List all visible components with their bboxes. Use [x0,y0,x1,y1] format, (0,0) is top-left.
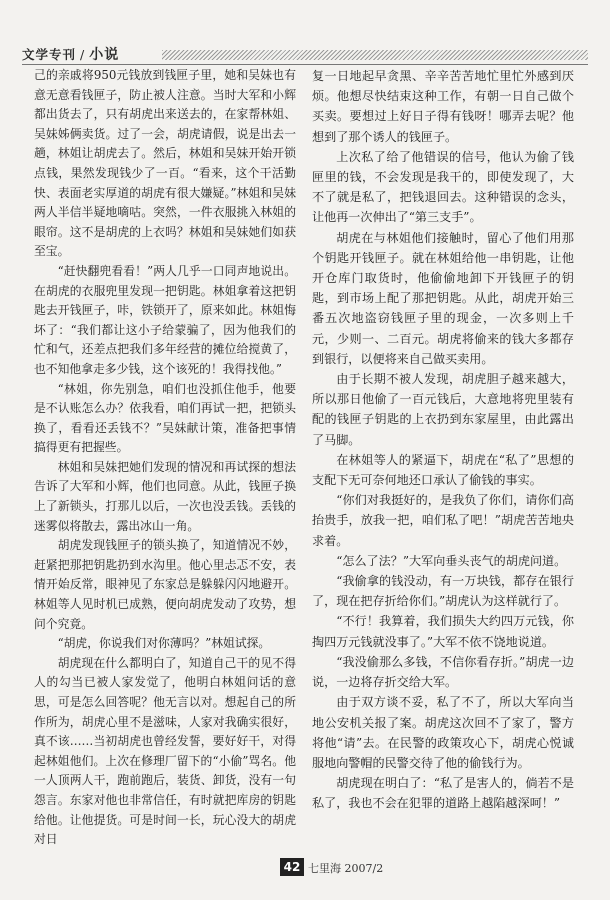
paragraph: 由于双方谈不妥，私了不了，所以大军向当地公安机关报了案。胡虎这次回不了家了，警方将他“请”去。在民警的政策攻心下，胡虎心悦诚服地向警帽的民警交待了他的偷钱行为。 [312,695,574,770]
paragraph: 在林姐等人的紧逼下，胡虎在“私了”思想的支配下无可奈何地还口承认了偷钱的事实。 [312,452,574,488]
paragraph: “怎么了法？”大军向垂头丧气的胡虎问道。 [336,553,567,568]
left-column [34,66,296,850]
paragraph: 复一日地起早贪黑、辛辛苦苦地忙里忙外感到厌烦。他想尽快结束这种工作，有朝一日自己做个买卖。要想过上好日子得有钱呀！哪弄去呢？他想到了那个诱人的钱匣子。 [312,69,574,144]
paragraph: 胡虎现在明白了：“私了是害人的，倘若不是私了，我也不会在犯罪的道路上越陷越深呵！” [312,776,574,811]
paragraph: 由于长期不被人发现，胡虎胆子越来越大，所以那日他偷了一百元钱后，大意地将兜里装有配的钱匣子钥匙的上衣扔到东家屋里，由此露出了马脚。 [312,372,574,447]
right-column [312,66,574,814]
paragraph: 己的亲戚将950元钱放到钱匣子里，她和吴妹也有意无意看钱匣子，防止被人注意。当时大军和小辉都出货去了，只有胡虎出来送去的，在家帮林姐、吴妹姊俩卖货。过了一会，胡虎请假，说是出去一趟，林姐让胡虎去了。然后，林姐和吴妹开始开锁点钱，果然发现钱少了一百。“看来，这个干活勤快、表面老实厚道的胡虎有很大嫌疑。”林姐和吴妹两人半信半疑地嘀咕。突然，一件衣服挑入林姐的眼帘。这不是胡虎的上衣吗？林姐和吴妹她们如获至宝。 [34,68,296,259]
section-title [22,44,119,64]
paragraph: 胡虎现在什么都明白了，知道自己干的见不得人的勾当已被人家发觉了，他明白林姐问话的意思，可是怎么回答呢？他无言以对。想起自己的所作所为，胡虎心里不是滋味，人家对我确实很好，真不该……当初胡虎也曾经发誓，要好好干，对得起林姐他们。上次在修理厂留下的“小偷”骂名。他一人顶两人干，跑前跑后，装货、卸货，没有一句怨言。东家对他也非常信任，有时就把库房的钥匙给他。让他提货。可是时间一长，玩心没大的胡虎对日 [34,655,296,847]
paragraph: “我没偷那么多钱，不信你看存折。”胡虎一边说，一边将存折交给大军。 [312,654,574,690]
paragraph: 林姐和吴妹把她们发现的情况和再试探的想法告诉了大军和小辉，他们也同意。从此，钱匣子换上了新锁头，打那儿以后，一次也没丢钱。丢钱的迷雾似将散去，露出冰山一角。 [34,459,296,533]
header-divider [22,64,588,65]
paragraph: “胡虎，你说我们对你薄吗？”林姐试探。 [57,636,271,651]
page-footer [0,858,610,878]
section-name: 文学专刊 [22,47,77,62]
paragraph: “你们对我挺好的，是我负了你们，请你们高抬贵手，放我一把，咱们私了吧！”胡虎苦苦地央求着。 [312,493,574,548]
category-name: 小说 [89,47,120,63]
page-header [22,44,588,66]
paragraph: 胡虎在与林姐他们接触时，留心了他们用那个钥匙开钱匣子。就在林姐给他一串钥匙，让他开仓库门取货时，他偷偷地卸下开钱匣子的钥匙，到市场上配了那把钥匙。从此，胡虎开始三番五次地盗窃钱匣子里的现金，一次多则上千元，少则一、二百元。胡虎将偷来的钱大多都存到银行，以便将来自己做买卖用。 [312,230,574,366]
page-number: 42 [280,858,304,876]
paragraph: 上次私了给了他错误的信号，他认为偷了钱匣里的钱，不会发现是我干的，即使发现了，大不了就是私了，把钱退回去。这种错误的念头，让他再一次伸出了“第三支手”。 [312,149,574,225]
paragraph: “我偷拿的钱没动，有一万块钱，都存在银行了，现在把存折给你们。”胡虎认为这样就行了。 [312,574,574,609]
magazine-issue: 七里海 2007/2 [308,862,384,875]
paragraph: “赶快翻兜看看！”两人几乎一口同声地说出。在胡虎的衣服兜里发现一把钥匙。林姐拿着这把钥匙去开钱匣子，咔，铁锁开了，原来如此。林姐悔坏了：“我们都让这小子给蒙骗了，因为他我们的忙和气，还差点把我们多年经营的摊位给搅黄了，也不知他拿走多少钱，这个该死的！我得找他。” [34,263,296,376]
paragraph: “不行！我算着，我们损失大约四万元钱，你掏四万元钱就没事了。”大军不依不饶地说道。 [312,614,574,649]
header-slash: / [80,47,86,62]
header-hatch-pattern [162,50,588,60]
paragraph: 胡虎发现钱匣子的锁头换了，知道情况不妙，赶紧把那把钥匙扔到水沟里。他心里忐忑不安，表情开始反常，眼神见了东家总是躲躲闪闪地避开。林姐等人见时机已成熟，便向胡虎发动了攻势，想问个究竟。 [34,538,296,631]
paragraph: “林姐，你先别急，咱们也没抓住他手，他要是不认账怎么办？依我看，咱们再试一把，把锁头换了，看看还丢钱不？”吴妹献计策，准备把事情搞得更有把握些。 [34,381,296,455]
